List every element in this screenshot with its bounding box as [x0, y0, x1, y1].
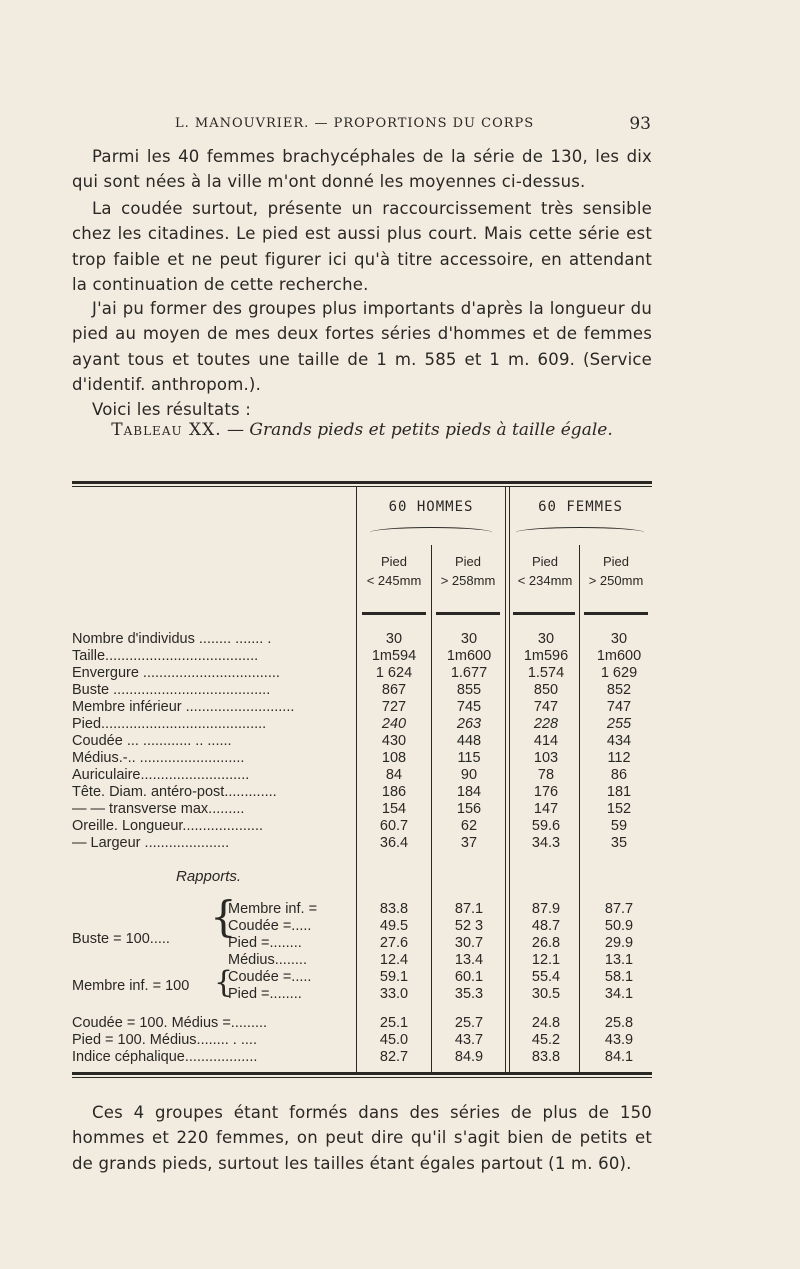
cell-value: 176 [533, 784, 559, 800]
paragraph: Voici les résultats : [92, 400, 252, 419]
group-header-women: 60 FEMMES [538, 499, 623, 515]
table-row [72, 682, 652, 699]
cell-value: 154 [381, 801, 407, 817]
cell-value: 60.1 [454, 969, 484, 985]
cell-value: 747 [606, 699, 632, 715]
column-header [510, 552, 580, 590]
cell-value: 414 [533, 733, 559, 749]
table-row [72, 801, 652, 818]
cell-value: 59 [610, 818, 628, 834]
cell-value: 34.3 [531, 835, 561, 851]
cell-value: 84.1 [604, 1049, 634, 1065]
cell-value: 58.1 [604, 969, 634, 985]
row-label: Coudée =..... [228, 969, 312, 985]
cell-value: 30.7 [454, 935, 484, 951]
group-header-men: 60 HOMMES [388, 499, 474, 515]
cell-value: 1m600 [596, 648, 642, 664]
table-row [72, 767, 652, 784]
cell-value: 29.9 [604, 935, 634, 951]
cell-value: 35 [610, 835, 628, 851]
cell-value: 255 [606, 716, 632, 732]
row-label: Buste ....................................... [72, 682, 271, 698]
cell-value: 59.1 [379, 969, 409, 985]
cell-value: 34.1 [604, 986, 634, 1002]
cell-value: 430 [381, 733, 407, 749]
column-criterion: > 250mm [588, 573, 644, 588]
table-row [72, 699, 652, 716]
row-label: Pied = 100. Médius........ . .... [72, 1032, 257, 1048]
cell-value: 147 [533, 801, 559, 817]
column-criterion: < 234mm [517, 573, 573, 588]
cell-value: 87.7 [604, 901, 634, 917]
row-label: Pied......................................... [72, 716, 267, 732]
cell-value: 1 624 [375, 665, 413, 681]
row-label: Indice céphalique.................. [72, 1049, 258, 1065]
header-underline [362, 612, 426, 615]
cell-value: 747 [533, 699, 559, 715]
group-label-membre: Membre inf. = 100 [72, 978, 190, 994]
row-label: Taille...................................... [72, 648, 259, 664]
cell-value: 867 [381, 682, 407, 698]
cell-value: 727 [381, 699, 407, 715]
cell-value: 12.4 [379, 952, 409, 968]
cell-value: 228 [533, 716, 559, 732]
cell-value: 13.4 [454, 952, 484, 968]
group-bracket: { [210, 892, 237, 941]
cell-value: 1m596 [523, 648, 569, 664]
paragraph: J'ai pu former des groupes plus importants d'après la longueur du pied au moyen de mes deux fortes séries d'hommes et de femmes ayant tous et toutes une taille de 1 m. 585 et 1 m. 609. (Service d'identif. anthropom.). [72, 299, 652, 394]
table-end-rule [72, 1072, 652, 1075]
table-row [72, 750, 652, 767]
row-label: Médius.-.. .......................... [72, 750, 245, 766]
cell-value: 55.4 [531, 969, 561, 985]
paragraph: La coudée surtout, présente un raccourcissement très sensible chez les citadines. Le pied est aussi plus court. Mais cette série est trop faible et ne peut figurer ici qu'à titre accessoire, en attendant la continuation de cette recherche. [72, 199, 652, 294]
cell-value: 30 [610, 631, 628, 647]
row-label: Membre inf. = [228, 901, 318, 917]
cell-value: 25.7 [454, 1015, 484, 1031]
cell-value: 90 [460, 767, 478, 783]
cell-value: 181 [606, 784, 632, 800]
cell-value: 30 [385, 631, 403, 647]
page-header [175, 114, 651, 138]
group-brace [370, 527, 492, 538]
table-row [72, 631, 652, 648]
cell-value: 1m600 [446, 648, 492, 664]
cell-value: 86 [610, 767, 628, 783]
rapports-heading: Rapports. [176, 868, 242, 885]
table-caption [72, 420, 652, 440]
cell-value: 26.8 [531, 935, 561, 951]
cell-value: 25.1 [379, 1015, 409, 1031]
cell-value: 13.1 [604, 952, 634, 968]
row-label: — Largeur ..................... [72, 835, 230, 851]
group-label-buste: Buste = 100..... [72, 931, 170, 947]
cell-value: 36.4 [379, 835, 409, 851]
paragraph: Parmi les 40 femmes brachycéphales de la série de 130, les dix qui sont nées à la ville m'ont donné les moyennes ci-dessus. [72, 147, 652, 192]
cell-value: 115 [457, 750, 481, 766]
cell-value: 49.5 [379, 918, 409, 934]
cell-value: 152 [606, 801, 632, 817]
cell-value: 24.8 [531, 1015, 561, 1031]
cell-value: 33.0 [379, 986, 409, 1002]
cell-value: 852 [606, 682, 632, 698]
cell-value: 48.7 [531, 918, 561, 934]
table-row [72, 648, 652, 665]
table-row [72, 784, 652, 801]
row-label: Membre inférieur ........................... [72, 699, 295, 715]
cell-value: 263 [456, 716, 482, 732]
table-number: Tableau XX. [111, 420, 222, 440]
table-top-rule [72, 481, 652, 484]
row-label: Nombre d'individus ........ ....... . [72, 631, 272, 647]
table-row [72, 986, 652, 1003]
cell-value: 1m594 [371, 648, 417, 664]
cell-value: 45.0 [379, 1032, 409, 1048]
table-row [72, 1032, 652, 1049]
cell-value: 186 [381, 784, 407, 800]
cell-value: 12.1 [531, 952, 561, 968]
closing-paragraph: Ces 4 groupes étant formés dans des séries de plus de 150 hommes et 220 femmes, on peut dire qu'il s'agit bien de petits et de grands pieds, surtout les tailles étant égales partout (1 m. 60). [72, 1103, 652, 1173]
cell-value: 60.7 [379, 818, 409, 834]
cell-value: 112 [607, 750, 631, 766]
table-row [72, 1015, 652, 1032]
cell-value: 30 [460, 631, 478, 647]
cell-value: 108 [381, 750, 407, 766]
column-name: Pied [531, 554, 559, 569]
caption-dash: — [221, 420, 250, 440]
row-label: Pied =........ [228, 935, 302, 951]
table-row [72, 835, 652, 852]
cell-value: 1.677 [450, 665, 488, 681]
table-row [72, 901, 652, 918]
table-top-rule-thin [72, 486, 652, 487]
row-label: Médius........ [228, 952, 307, 968]
table-row [72, 969, 652, 986]
group-bracket: { [214, 965, 234, 1000]
row-label: Auriculaire........................... [72, 767, 250, 783]
cell-value: 1.574 [527, 665, 565, 681]
cell-value: 30.5 [531, 986, 561, 1002]
cell-value: 43.9 [604, 1032, 634, 1048]
column-header [432, 552, 504, 590]
header-underline [436, 612, 500, 615]
cell-value: 37 [460, 835, 478, 851]
cell-value: 87.1 [454, 901, 484, 917]
cell-value: 27.6 [379, 935, 409, 951]
cell-value: 78 [537, 767, 555, 783]
cell-value: 1 629 [600, 665, 638, 681]
row-label: Coudée ... ............ .. ...... [72, 733, 232, 749]
cell-value: 45.2 [531, 1032, 561, 1048]
cell-value: 52 3 [454, 918, 484, 934]
table-row [72, 818, 652, 835]
table-row [72, 935, 652, 952]
page-number: 93 [629, 114, 651, 134]
running-title: L. MANOUVRIER. — PROPORTIONS DU CORPS [175, 116, 535, 131]
row-label: Oreille. Longueur.................... [72, 818, 264, 834]
row-label: Pied =........ [228, 986, 302, 1002]
cell-value: 43.7 [454, 1032, 484, 1048]
cell-value: 156 [456, 801, 482, 817]
table-end-rule-thin [72, 1077, 652, 1078]
cell-value: 35.3 [454, 986, 484, 1002]
row-label: Coudée =..... [228, 918, 312, 934]
table-row [72, 733, 652, 750]
cell-value: 50.9 [604, 918, 634, 934]
table-row [72, 665, 652, 682]
column-criterion: > 258mm [440, 573, 496, 588]
cell-value: 103 [533, 750, 559, 766]
row-label: Envergure .................................. [72, 665, 280, 681]
table-title: Grands pieds et petits pieds à taille égale. [249, 420, 613, 440]
cell-value: 87.9 [531, 901, 561, 917]
cell-value: 850 [533, 682, 559, 698]
column-header [358, 552, 430, 590]
header-underline [584, 612, 648, 615]
group-brace [516, 527, 644, 538]
cell-value: 83.8 [379, 901, 409, 917]
cell-value: 448 [456, 733, 482, 749]
row-label: Tête. Diam. antéro-post............. [72, 784, 277, 800]
cell-value: 84 [385, 767, 403, 783]
column-name: Pied [454, 554, 482, 569]
cell-value: 184 [456, 784, 482, 800]
cell-value: 82.7 [379, 1049, 409, 1065]
column-header [580, 552, 652, 590]
cell-value: 84.9 [454, 1049, 484, 1065]
cell-value: 30 [537, 631, 555, 647]
table-row [72, 716, 652, 733]
column-criterion: < 245mm [366, 573, 422, 588]
column-name: Pied [602, 554, 630, 569]
table-row [72, 952, 652, 969]
cell-value: 240 [381, 716, 407, 732]
header-underline [513, 612, 575, 615]
cell-value: 434 [606, 733, 632, 749]
cell-value: 855 [456, 682, 482, 698]
cell-value: 25.8 [604, 1015, 634, 1031]
cell-value: 59.6 [531, 818, 561, 834]
column-name: Pied [380, 554, 408, 569]
cell-value: 62 [460, 818, 478, 834]
table-row [72, 918, 652, 935]
cell-value: 83.8 [531, 1049, 561, 1065]
cell-value: 745 [456, 699, 482, 715]
row-label: Coudée = 100. Médius =......... [72, 1015, 268, 1031]
row-label: — — transverse max......... [72, 801, 245, 817]
table-row [72, 1049, 652, 1066]
